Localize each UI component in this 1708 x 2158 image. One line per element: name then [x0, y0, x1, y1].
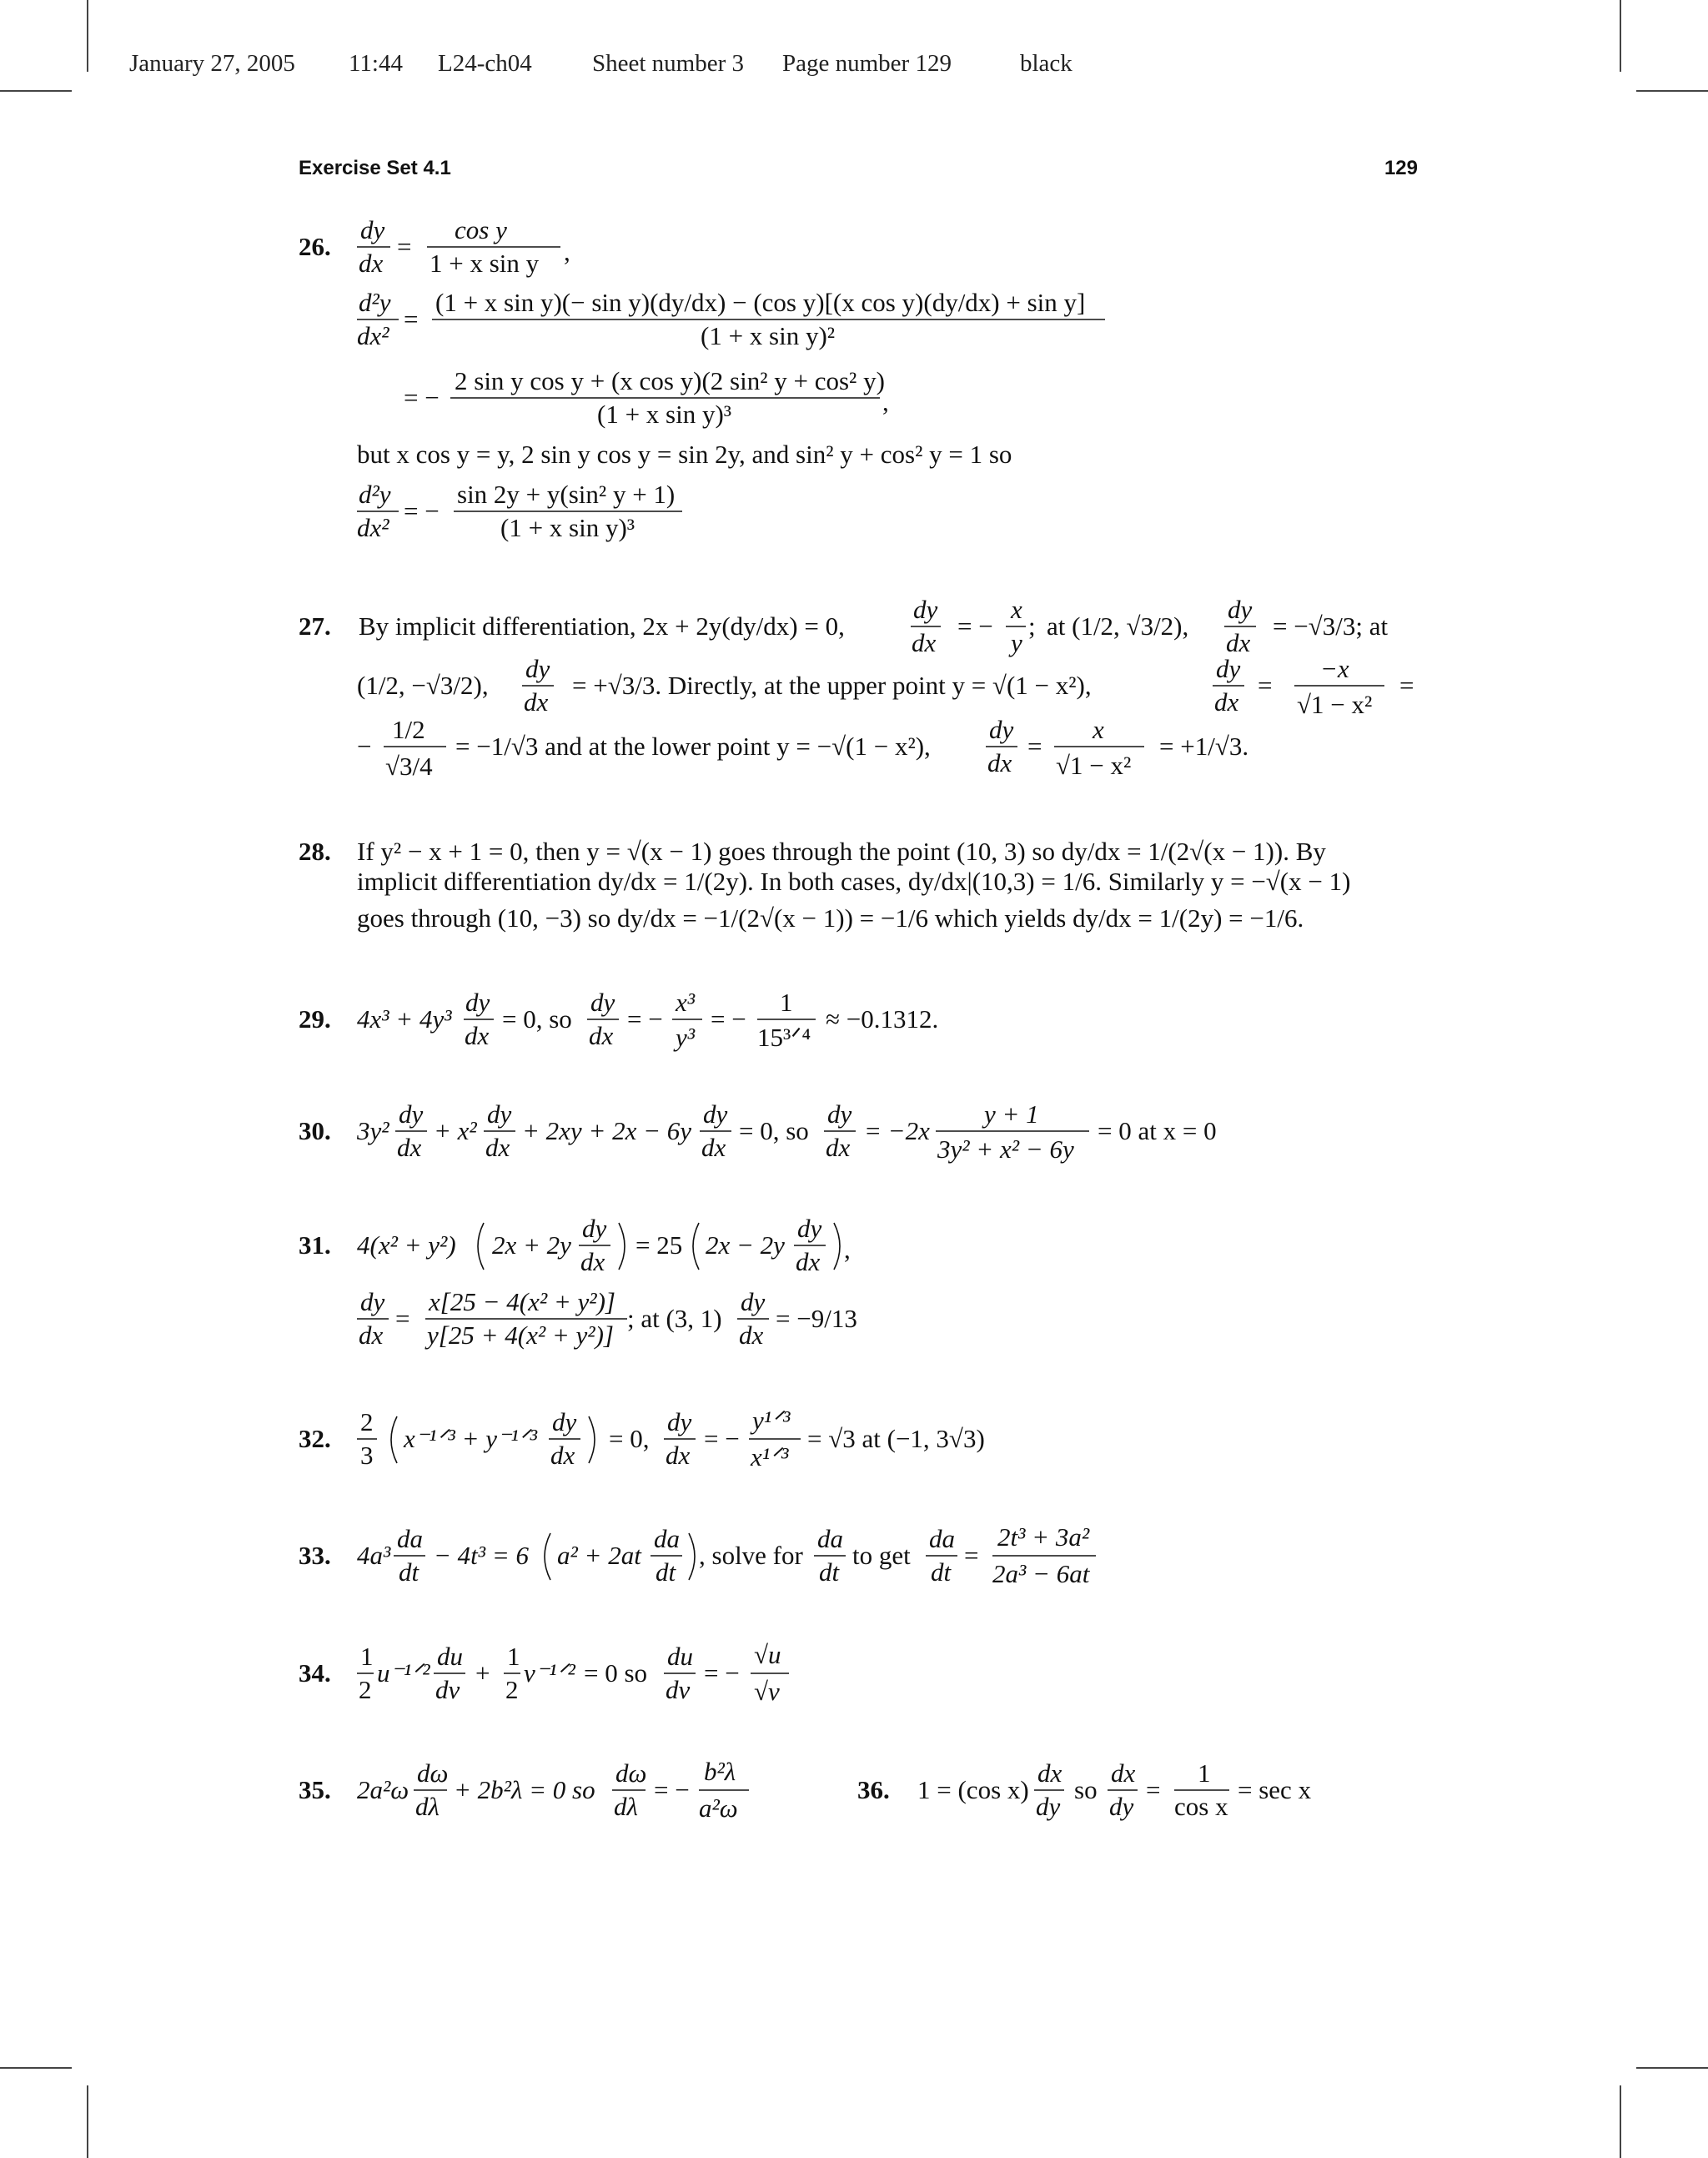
exercise-30	[299, 1099, 1217, 1164]
math-b2lambda: b²λ	[704, 1757, 736, 1786]
math-dx: dx	[589, 1021, 614, 1050]
math-equals-minus: = −	[704, 1658, 740, 1688]
exercise-text: but x cos y = y, 2 sin y cos y = sin 2y, and sin² y + cos² y = 1 so	[357, 440, 1012, 469]
math-equals: =	[395, 1304, 410, 1333]
math-half: 1/2	[392, 715, 425, 744]
math-one: 1	[507, 1642, 520, 1671]
math-comma: ,	[844, 1235, 851, 1264]
print-file: L24-ch04	[438, 50, 532, 77]
exercise-result: = √3 at (−1, 3√3)	[807, 1424, 985, 1453]
math-plus: +	[475, 1658, 490, 1688]
math-da: da	[654, 1524, 680, 1553]
math-text: = 0, so	[502, 1004, 572, 1034]
math-equals: =	[1027, 732, 1042, 761]
paren-left	[478, 1223, 484, 1270]
math-dy: dy	[989, 715, 1014, 744]
math-dx: dx	[1226, 628, 1251, 657]
exercise-32	[299, 1406, 985, 1471]
math-da: da	[397, 1524, 423, 1553]
print-time: 11:44	[349, 50, 403, 77]
paren-right	[689, 1533, 695, 1580]
exercise-text: = +1/√3.	[1159, 732, 1249, 761]
exercise-27	[299, 595, 1414, 781]
math-da: da	[929, 1524, 955, 1553]
math-du: du	[667, 1642, 693, 1671]
math-equals: =	[1399, 671, 1414, 700]
math-dx: dx	[912, 628, 937, 657]
exercise-text: = −√3/3; at	[1273, 611, 1389, 641]
math-term: 4(x² + y²)	[357, 1230, 456, 1260]
math-term: 2x − 2y	[706, 1230, 785, 1260]
math-dx: dx	[397, 1133, 422, 1162]
math-text: = 0, so	[739, 1116, 809, 1145]
math-dy: dy	[1036, 1792, 1061, 1821]
fraction-numerator: cos y	[455, 215, 507, 244]
exercise-text: to get	[852, 1541, 911, 1570]
math-dy: dy	[465, 988, 490, 1017]
math-domega: dω	[417, 1758, 449, 1788]
fraction-numerator: sin 2y + y(sin² y + 1)	[457, 480, 676, 509]
math-x: x	[1093, 715, 1104, 744]
math-dx: dx	[359, 249, 384, 278]
exercise-result: = −9/13	[776, 1304, 857, 1333]
fraction-numerator: (1 + x sin y)(− sin y)(dy/dx) − (cos y)[(x cos y)(dy/dx) + sin y]	[435, 288, 1086, 317]
exercise-text: so	[1074, 1775, 1098, 1804]
math-x: x	[1011, 595, 1022, 624]
math-dx: dx	[796, 1247, 821, 1276]
exercise-text: = +√3/3. Directly, at the upper point y = √(1 − x²),	[572, 671, 1092, 700]
print-page-label: Page number 129	[782, 50, 952, 77]
exercise-result: = 0 at x = 0	[1098, 1116, 1217, 1145]
exercise-text: If y² − x + 1 = 0, then y = √(x − 1) goes through the point (10, 3) so dy/dx = 1/(2√(x − 1)). By	[357, 837, 1326, 866]
math-dv: dv	[666, 1675, 691, 1704]
math-dt: dt	[819, 1557, 840, 1587]
math-equals-minus: = −	[404, 383, 440, 412]
exercise-number: 32.	[299, 1424, 331, 1453]
exercise-text: , solve for	[699, 1541, 803, 1570]
math-sqrt-1-x2: √1 − x²	[1056, 751, 1132, 780]
math-15-pow: 15³ᐟ⁴	[757, 1023, 811, 1052]
exercise-number: 36.	[857, 1775, 890, 1804]
print-date: January 27, 2005	[129, 50, 295, 77]
paren-left	[693, 1223, 699, 1270]
math-semicolon: ;	[1028, 611, 1036, 641]
math-equals: =	[964, 1541, 979, 1570]
math-sqrt-u: √u	[754, 1640, 781, 1669]
exercise-number: 34.	[299, 1658, 331, 1688]
math-y3: y³	[676, 1023, 696, 1052]
math-dy: dy	[399, 1099, 424, 1129]
exercise-34	[299, 1640, 789, 1706]
math-dt: dt	[656, 1557, 676, 1587]
math-dy: dy	[360, 1287, 385, 1316]
math-x3: x³	[676, 988, 696, 1017]
math-term: a² + 2at	[557, 1541, 641, 1570]
math-one: 1	[780, 988, 793, 1017]
math-domega: dω	[615, 1758, 647, 1788]
paren-right	[589, 1416, 595, 1463]
math-minus: −	[357, 732, 372, 761]
exercise-number: 26.	[299, 232, 331, 261]
exercise-text: = −1/√3 and at the lower point y = −√(1 − x²),	[455, 732, 931, 761]
paren-left	[545, 1533, 550, 1580]
math-dv: dv	[435, 1675, 460, 1704]
math-term: = −2x	[864, 1116, 930, 1145]
exercise-text: implicit differentiation dy/dx = 1/(2y). In both cases, dy/dx|(10,3) = 1/6. Similarly y = −√(x − 1)	[357, 867, 1351, 896]
math-dx: dx	[580, 1247, 605, 1276]
math-sqrt-1-x2: √1 − x²	[1297, 690, 1373, 719]
math-comma: ,	[882, 387, 889, 416]
math-dx: dx	[465, 1021, 490, 1050]
math-da: da	[817, 1524, 843, 1553]
math-dy: dy	[913, 595, 938, 624]
math-term: + x²	[434, 1116, 477, 1145]
math-dy: dy	[741, 1287, 766, 1316]
math-dx: dx	[524, 687, 549, 717]
math-equals: =	[1146, 1775, 1161, 1804]
math-a2omega: a²ω	[699, 1793, 738, 1823]
print-sheet: Sheet number 3	[592, 50, 745, 77]
math-dy: dy	[487, 1099, 512, 1129]
exercise-text: at (1/2, √3/2),	[1047, 611, 1189, 641]
math-y: y	[1011, 628, 1022, 657]
math-dlambda: dλ	[614, 1792, 638, 1821]
exercise-33	[299, 1522, 1096, 1588]
exercise-result: ≈ −0.1312.	[826, 1004, 939, 1034]
fraction-numerator: 2 sin y cos y + (x cos y)(2 sin² y + cos² y)	[455, 366, 885, 395]
exercise-28	[299, 837, 1350, 933]
exercise-text: ; at (3, 1)	[627, 1304, 722, 1333]
math-dx: dx	[666, 1441, 691, 1470]
math-term: v⁻¹ᐟ²	[524, 1658, 575, 1688]
exercise-36	[857, 1758, 1312, 1821]
math-dx: dx	[701, 1133, 726, 1162]
math-equals: =	[404, 304, 419, 334]
math-dx: dx	[359, 1320, 384, 1350]
math-dy: dy	[1228, 595, 1253, 624]
math-term: u⁻¹ᐟ²	[377, 1658, 430, 1688]
math-term: 4x³ + 4y³	[357, 1004, 452, 1034]
math-dx: dx	[739, 1320, 764, 1350]
fraction-numerator: y + 1	[984, 1099, 1039, 1129]
fraction-denominator: 2a³ − 6at	[992, 1559, 1090, 1588]
exercise-text: 1 = (cos x)	[917, 1775, 1029, 1804]
exercise-number: 27.	[299, 611, 331, 641]
math-dt: dt	[399, 1557, 419, 1587]
math-dt: dt	[931, 1557, 952, 1587]
math-dy: dy	[582, 1214, 607, 1243]
math-equals: =	[1258, 671, 1273, 700]
fraction-numerator: x[25 − 4(x² + y²)]	[429, 1287, 615, 1316]
math-dy: dy	[703, 1099, 728, 1129]
math-sqrt-v: √v	[754, 1677, 780, 1706]
math-dx2: dx²	[357, 321, 389, 350]
fraction-denominator: (1 + x sin y)²	[701, 321, 836, 350]
math-y13: y¹ᐟ³	[752, 1406, 791, 1435]
math-text: = 25	[635, 1230, 683, 1260]
fraction-denominator: (1 + x sin y)³	[597, 400, 732, 429]
paren-right	[834, 1223, 840, 1270]
math-d2y: d²y	[359, 288, 391, 317]
math-cos-x: cos x	[1174, 1792, 1228, 1821]
math-term: x⁻¹ᐟ³ + y⁻¹ᐟ³	[404, 1424, 538, 1453]
section-title: Exercise Set 4.1	[299, 157, 451, 179]
paren-right	[619, 1223, 625, 1270]
math-dx: dx	[1111, 1758, 1136, 1788]
math-dy: dy	[360, 215, 385, 244]
exercise-31	[299, 1214, 857, 1350]
exercise-35	[299, 1757, 749, 1823]
page-number: 129	[1384, 157, 1418, 179]
math-equals-minus: = −	[404, 496, 440, 526]
math-du: du	[437, 1642, 463, 1671]
fraction-denominator: y[25 + 4(x² + y²)]	[427, 1320, 614, 1350]
exercise-number: 31.	[299, 1230, 331, 1260]
math-d2y: d²y	[359, 480, 391, 509]
math-neg-x: −x	[1320, 654, 1349, 683]
math-comma: ,	[564, 237, 570, 266]
math-equals-minus: = −	[711, 1004, 746, 1034]
exercise-number: 30.	[299, 1116, 331, 1145]
math-dy: dy	[1109, 1792, 1134, 1821]
math-two: 2	[359, 1675, 372, 1704]
math-term: 3y²	[357, 1116, 389, 1145]
math-dx: dx	[826, 1133, 851, 1162]
math-text: = 0,	[609, 1424, 650, 1453]
exercise-text: (1/2, −√3/2),	[357, 671, 489, 700]
exercise-number: 29.	[299, 1004, 331, 1034]
math-term: 2x + 2y	[492, 1230, 571, 1260]
print-color: black	[1020, 50, 1073, 77]
math-three: 3	[360, 1441, 374, 1470]
math-sqrt-3-4: √3/4	[385, 752, 433, 781]
paren-left	[391, 1416, 397, 1463]
exercise-number: 33.	[299, 1541, 331, 1570]
exercise-text: By implicit differentiation, 2x + 2y(dy/dx) = 0,	[359, 611, 845, 641]
fraction-denominator: 3y² + x² − 6y	[937, 1134, 1074, 1164]
fraction-numerator: 2t³ + 3a²	[997, 1522, 1090, 1552]
math-two: 2	[505, 1675, 519, 1704]
exercise-text: = 0 so	[584, 1658, 648, 1688]
fraction-denominator: 1 + x sin y	[430, 249, 540, 278]
math-dy: dy	[667, 1407, 692, 1436]
math-one: 1	[1198, 1758, 1211, 1788]
math-dy: dy	[797, 1214, 822, 1243]
math-dx: dx	[550, 1441, 575, 1470]
math-equals-minus: = −	[704, 1424, 740, 1453]
math-one: 1	[360, 1642, 374, 1671]
math-dy: dy	[827, 1099, 852, 1129]
math-two: 2	[360, 1407, 374, 1436]
exercise-29	[299, 988, 938, 1052]
math-dx2: dx²	[357, 513, 389, 542]
math-x13: x¹ᐟ³	[751, 1442, 789, 1471]
exercise-result: = sec x	[1238, 1775, 1312, 1804]
fraction-denominator: (1 + x sin y)³	[500, 513, 635, 542]
exercise-26	[299, 215, 1105, 542]
math-dlambda: dλ	[415, 1792, 440, 1821]
exercise-number: 28.	[299, 837, 331, 866]
math-dx: dx	[1214, 687, 1239, 717]
exercise-text: + 2b²λ = 0 so	[454, 1775, 595, 1804]
math-term: + 2xy + 2x − 6y	[522, 1116, 692, 1145]
exercise-number: 35.	[299, 1775, 331, 1804]
math-equals-minus: = −	[627, 1004, 663, 1034]
math-dy: dy	[552, 1407, 577, 1436]
math-term: − 4t³ = 6	[434, 1541, 529, 1570]
math-term: 4a³	[357, 1541, 391, 1570]
math-equals: =	[397, 232, 412, 261]
math-dy: dy	[1216, 654, 1241, 683]
math-term: 2a²ω	[357, 1775, 409, 1804]
math-equals-minus: = −	[654, 1775, 690, 1804]
math-dx: dx	[1037, 1758, 1062, 1788]
math-dx: dx	[987, 748, 1012, 777]
exercise-text: goes through (10, −3) so dy/dx = −1/(2√(x − 1)) = −1/6 which yields dy/dx = 1/(2y) = −1/6.	[357, 903, 1304, 933]
math-dy: dy	[590, 988, 615, 1017]
math-equals-minus: = −	[957, 611, 993, 641]
math-dx: dx	[485, 1133, 510, 1162]
math-dy: dy	[525, 654, 550, 683]
